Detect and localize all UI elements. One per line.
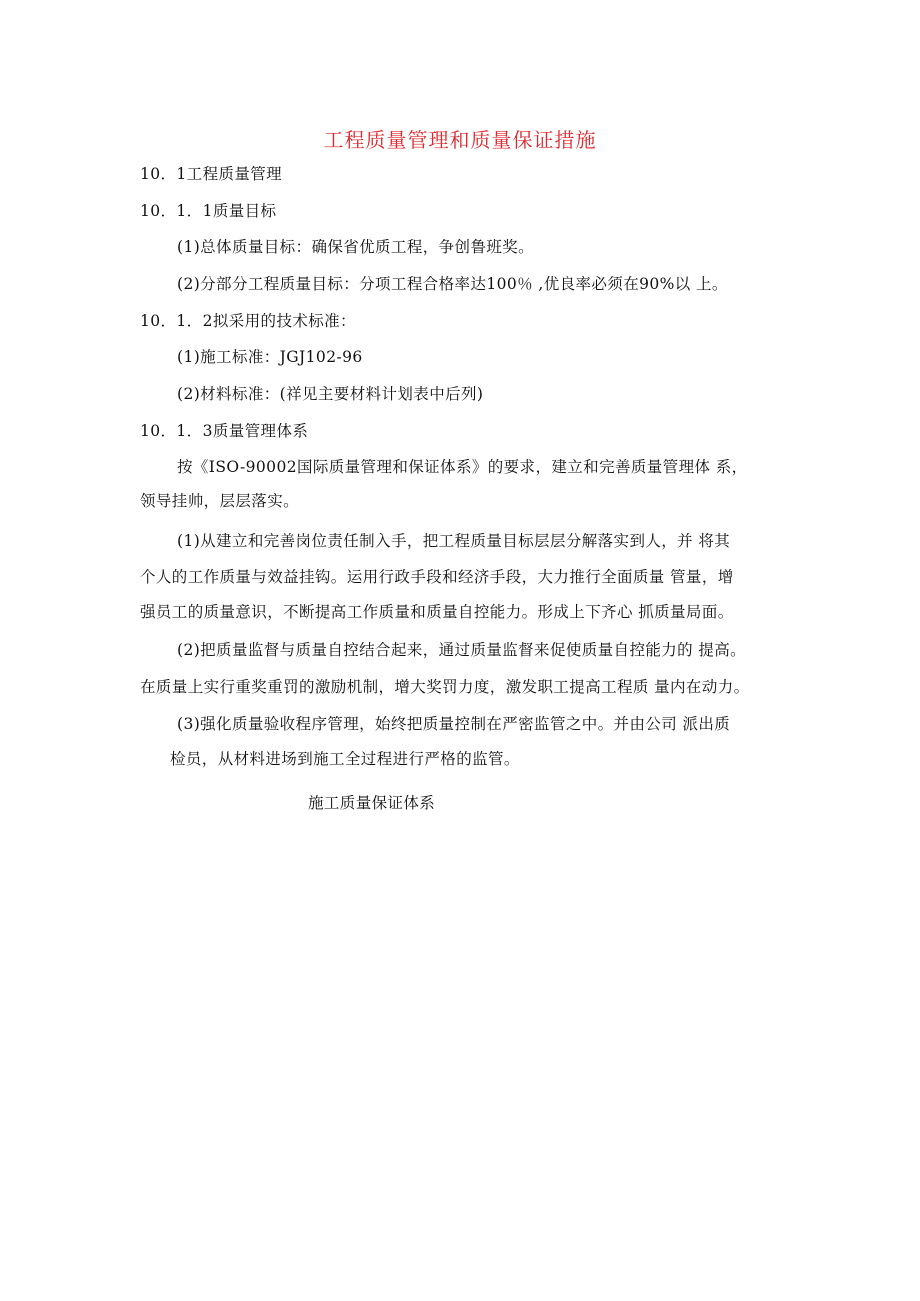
paragraph: (1)施工标准：JGJ102-96 [177,348,363,366]
paragraph-continuation: 个人的工作质量与效益挂钩。运用行政手段和经济手段，大力推行全面质量 管量，增 [140,568,734,586]
paragraph: (1)总体质量目标：确保省优质工程，争创鲁班奖。 [177,238,535,256]
paragraph-continuation: 在质量上实行重奖重罚的激励机制，增大奖罚力度，激发职工提高工程质 量内在动力。 [140,678,750,696]
paragraph-continuation: 强员工的质量意识，不断提高工作质量和质量自控能力。形成上下齐心 抓质量局面。 [140,603,734,621]
paragraph: (1)从建立和完善岗位责任制入手，把工程质量目标层层分解落实到人，并 将其 [177,532,731,550]
paragraph: (3)强化质量验收程序管理，始终把质量控制在严密监管之中。并由公司 派出质 [177,715,731,733]
document-title: 工程质量管理和质量保证措施 [323,128,597,152]
paragraph: (2)把质量监督与质量自控结合起来，通过质量监督来促使质量自控能力的 提高。 [177,641,747,659]
paragraph: (2)分部分工程质量目标：分项工程合格率达100％ ,优良率必须在90%以 上。 [177,275,728,293]
subsection-heading: 10．1．1质量目标 [140,202,277,220]
paragraph: 按《ISO-90002国际质量管理和保证体系》的要求，建立和完善质量管理体 系， [177,458,748,476]
subsection-heading: 10．1．3质量管理体系 [140,422,309,440]
paragraph-continuation: 检员，从材料进场到施工全过程进行严格的监管。 [170,750,520,768]
paragraph-continuation: 领导挂帅，层层落实。 [140,492,300,510]
section-heading: 10．1工程质量管理 [140,165,283,183]
paragraph: (2)材料标准：(祥见主要材料计划表中后列) [177,385,484,403]
subsection-heading: 10．1．2拟采用的技术标准： [140,312,356,330]
figure-caption: 施工质量保证体系 [308,794,436,812]
